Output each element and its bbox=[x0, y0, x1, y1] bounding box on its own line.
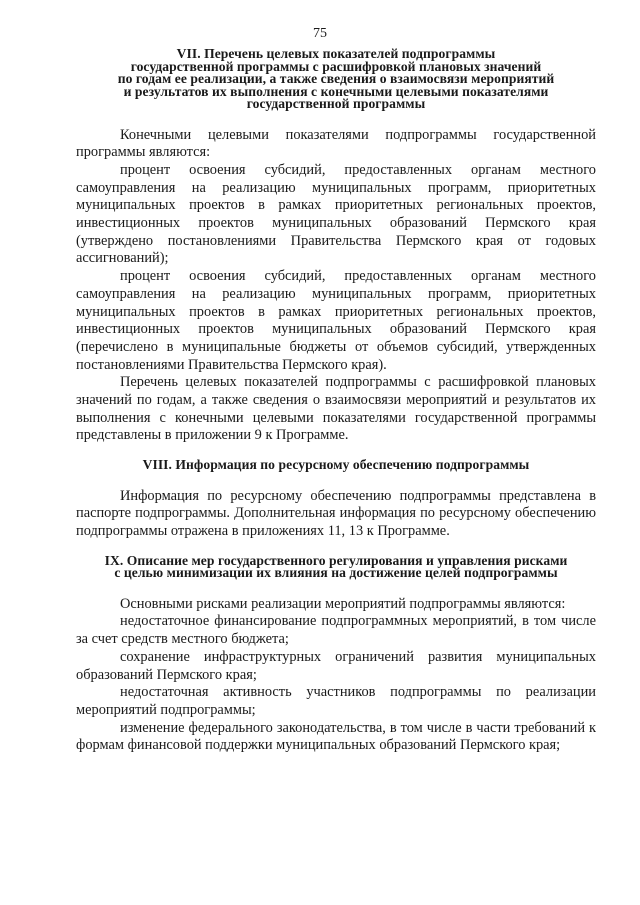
paragraph: недостаточное финансирование подпрограммных мероприятий, в том числе за счет средств местного бюджета; bbox=[76, 613, 596, 648]
paragraph: процент освоения субсидий, предоставленных органам местного самоуправления на реализацию муниципальных программ, приоритетных муниципальных проектов в рамках приоритетных региональных проектов, инвестиционных проектов муниципальных образований Пермского края (перечислено в муниципальные бюджеты от объемов субсидий, утвержденных постановлениями Правительства Пермского края). bbox=[76, 268, 596, 373]
page-content bbox=[76, 48, 596, 755]
paragraph: Информация по ресурсному обеспечению подпрограммы представлена в паспорте подпрограммы. Дополнительная информация по ресурсному обеспечению подпрограммы отражена в приложениях 11, 13 к Программе. bbox=[76, 487, 596, 540]
heading-line: с целью минимизации их влияния на достижение целей подпрограммы bbox=[114, 565, 558, 581]
heading-line: государственной программы с расшифровкой плановых значений bbox=[130, 58, 542, 74]
paragraph: изменение федерального законодательства, в том числе в части требований к формам финансовой поддержки муниципальных образований Пермского края; bbox=[76, 719, 596, 754]
page-number: 75 bbox=[313, 26, 327, 41]
heading-line: и результатов их выполнения с конечными целевыми показателями bbox=[123, 83, 549, 99]
heading-line: VIII. Информация по ресурсному обеспечению подпрограммы bbox=[142, 457, 530, 473]
section-8-heading bbox=[76, 459, 596, 472]
paragraph: недостаточная активность участников подпрограммы по реализации мероприятий подпрограммы; bbox=[76, 684, 596, 718]
section-9-heading bbox=[76, 552, 596, 581]
heading-line: по годам ее реализации, а также сведения о взаимосвязи мероприятий bbox=[117, 71, 555, 86]
heading-line: VII. Перечень целевых показателей подпрограммы bbox=[176, 46, 496, 61]
paragraph: Основными рисками реализации мероприятий подпрограммы являются: bbox=[120, 595, 566, 612]
paragraph: процент освоения субсидий, предоставленных органам местного самоуправления на реализацию муниципальных программ, приоритетных муниципальных проектов в рамках приоритетных региональных проектов, инвестиционных проектов муниципальных образований Пермского края (утверждено постановлениями Правительства Пермского края от годовых ассигнований); bbox=[76, 161, 596, 267]
paragraph: Перечень целевых показателей подпрограммы с расшифровкой плановых значений по годам, а также сведения о взаимосвязи мероприятий и результатов их выполнения с конечными целевыми показателями государственной программы представлены в приложении 9 к Программе. bbox=[76, 374, 596, 444]
paragraph: сохранение инфраструктурных ограничений развития муниципальных образований Пермского края; bbox=[76, 648, 596, 683]
heading-line: государственной программы bbox=[246, 96, 426, 111]
paragraph: Конечными целевыми показателями подпрограммы государственной программы являются: bbox=[76, 126, 596, 161]
heading-line: IX. Описание мер государственного регулирования и управления рисками bbox=[104, 552, 568, 568]
section-7-heading bbox=[76, 48, 596, 111]
